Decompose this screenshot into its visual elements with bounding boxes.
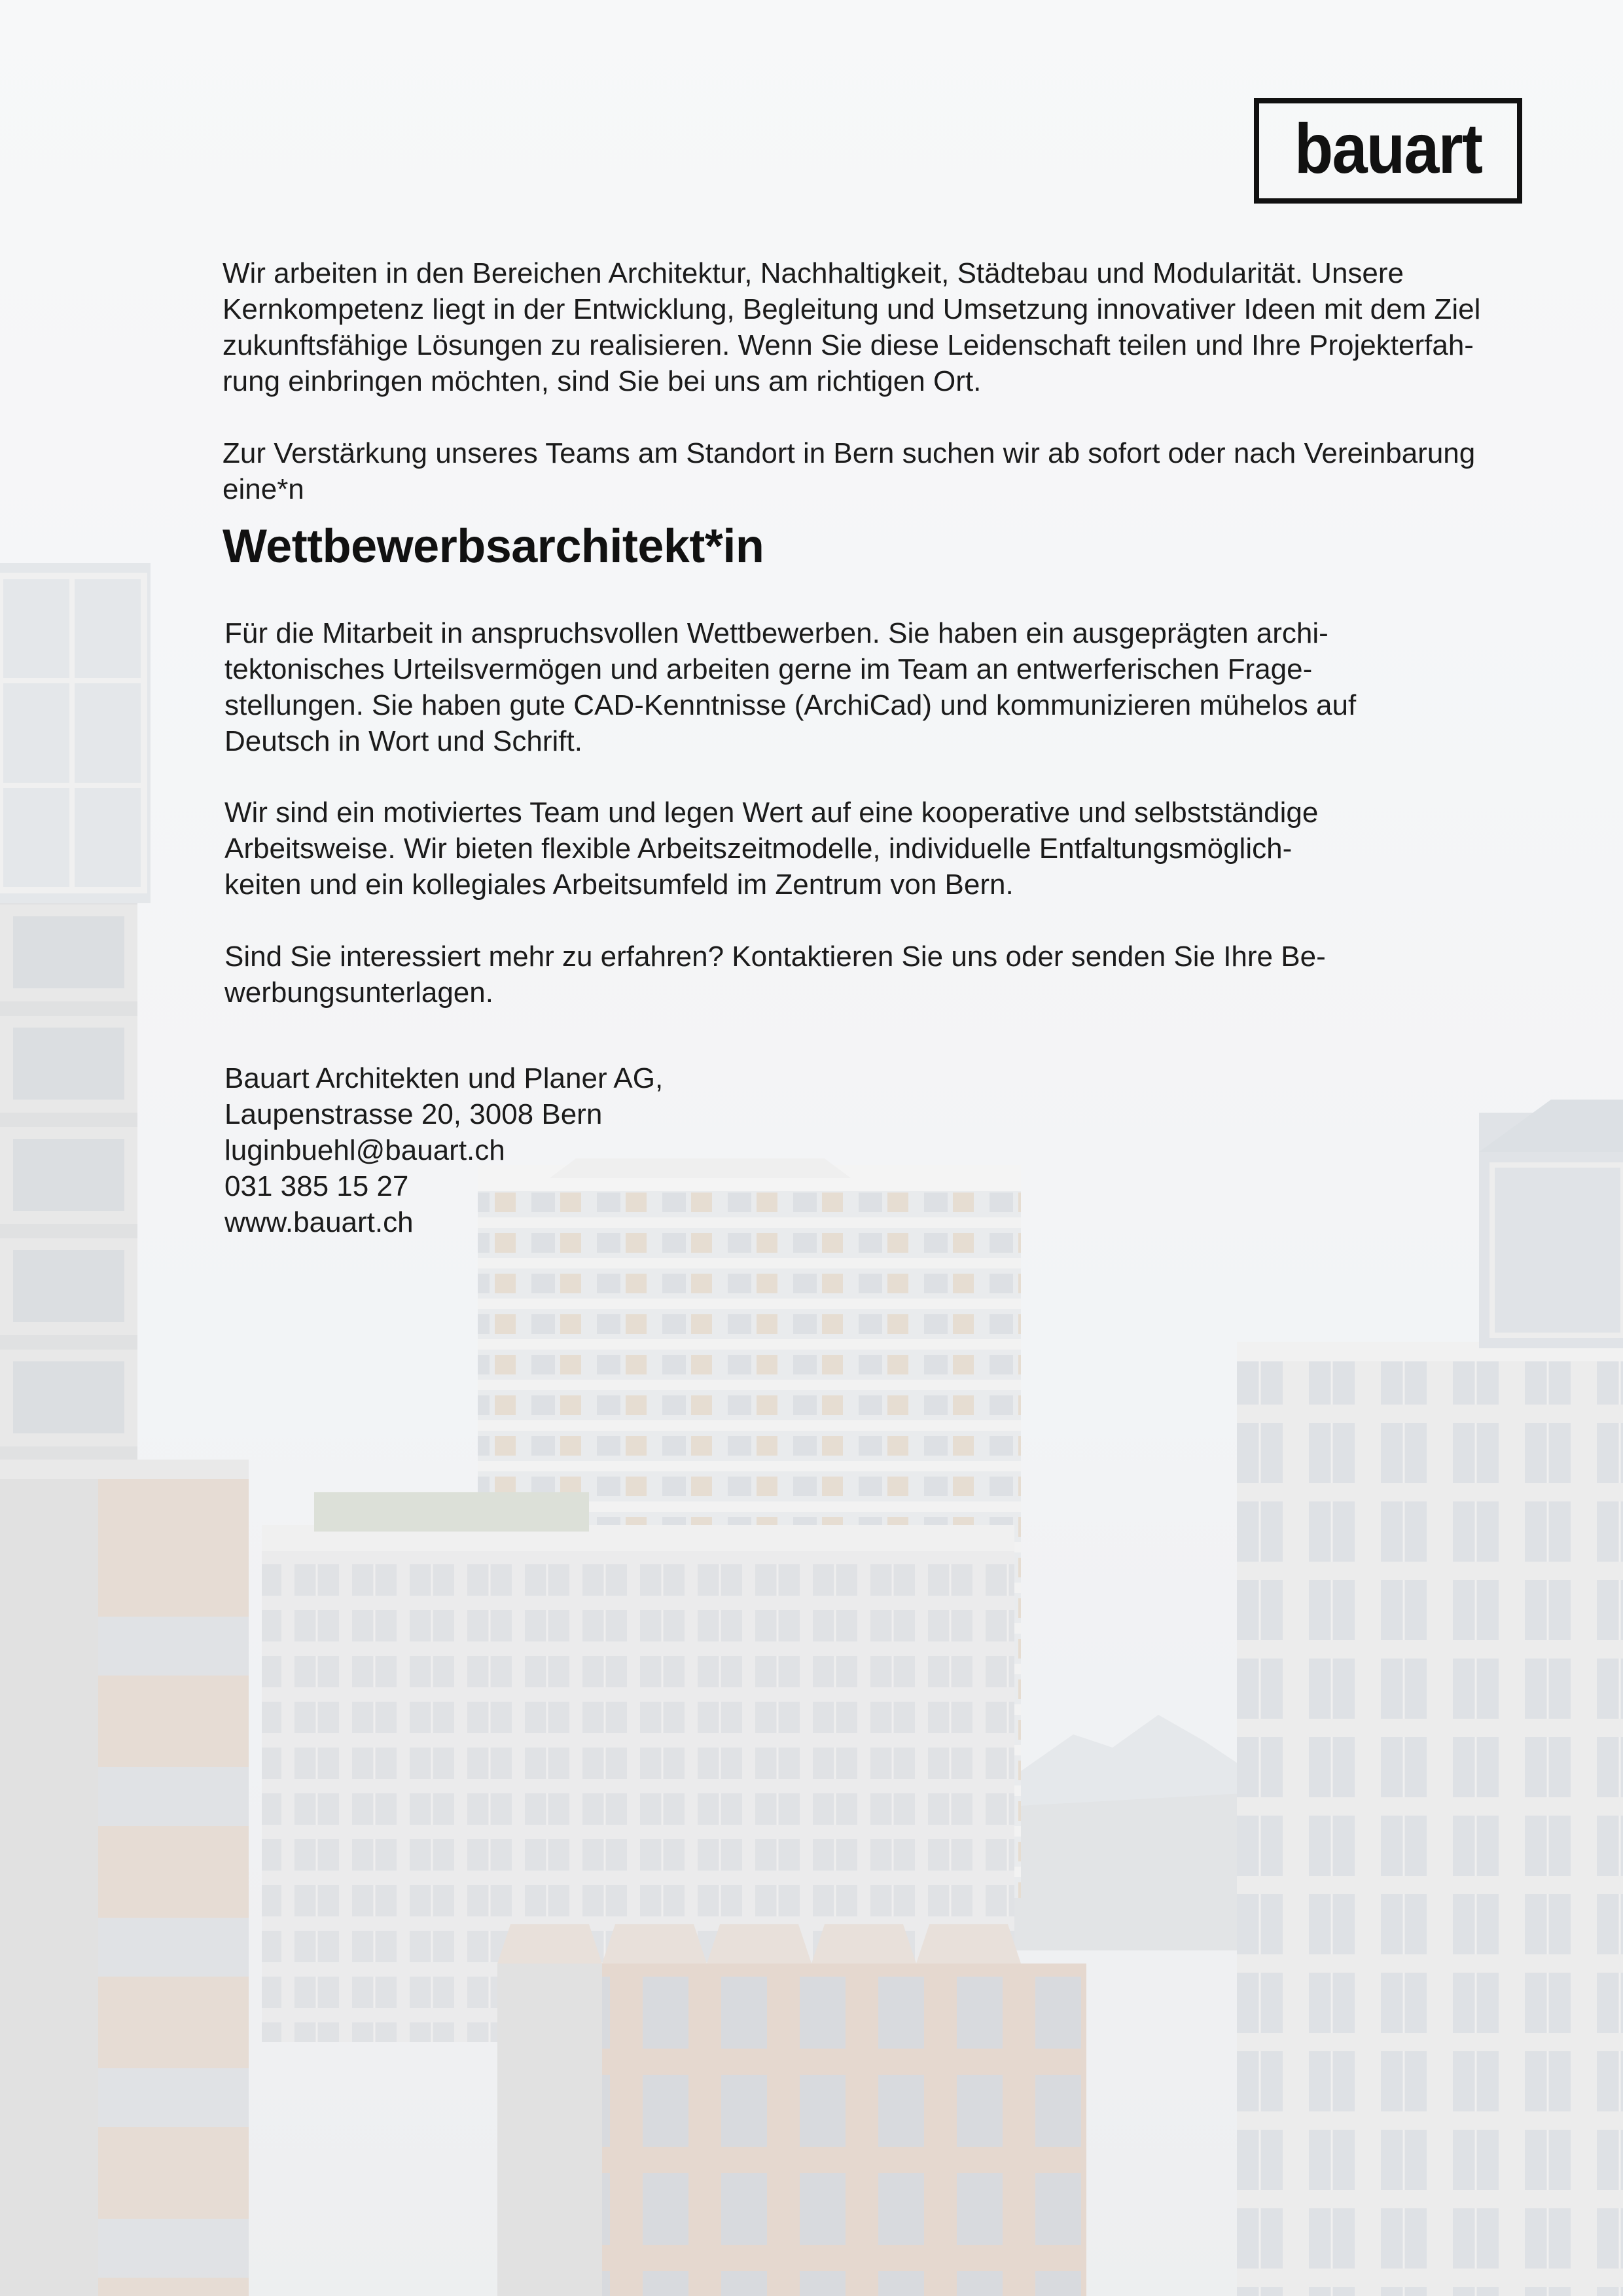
description-line: Deutsch in Wort und Schrift. [224, 725, 582, 757]
contact-company: Bauart Architekten und Planer AG, [224, 1062, 664, 1094]
intro-line: Kernkompetenz liegt in der Entwicklung, Begleitung und Umsetzung innovativer Ideen mit dem Ziel [223, 293, 1481, 325]
intro-paragraph [223, 255, 1480, 399]
cta-line: Sind Sie interessiert mehr zu erfahren? Kontaktieren Sie uns oder senden Sie Ihre Be- [224, 941, 1326, 973]
contact-email-link[interactable]: luginbuehl@bauart.ch [224, 1134, 505, 1166]
contact-website-link[interactable]: www.bauart.ch [224, 1206, 414, 1238]
search-line: eine*n [223, 473, 304, 505]
intro-line: rung einbringen möchten, sind Sie bei uns am richtigen Ort. [223, 365, 982, 397]
contact-address: Laupenstrasse 20, 3008 Bern [224, 1098, 603, 1130]
intro-line: zukunftsfähige Lösungen zu realisieren. Wenn Sie diese Leidenschaft teilen und Ihre Projekterfah- [223, 329, 1474, 361]
offer-line: keiten und ein kollegiales Arbeitsumfeld im Zentrum von Bern. [224, 869, 1014, 901]
bauart-logo [1254, 98, 1522, 204]
description-line: stellungen. Sie haben gute CAD-Kenntnisse (ArchiCad) und kommunizieren mühelos auf [224, 689, 1357, 721]
call-to-action-paragraph [224, 939, 1326, 1011]
logo-text: bauart [1294, 108, 1482, 188]
intro-line: Wir arbeiten in den Bereichen Architektur, Nachhaltigkeit, Städtebau und Modularität. Unsere [223, 257, 1404, 289]
offer-line: Arbeitsweise. Wir bieten flexible Arbeitszeitmodelle, individuelle Entfaltungsmöglich- [224, 833, 1293, 865]
offer-line: Wir sind ein motiviertes Team und legen Wert auf eine kooperative und selbstständige [224, 797, 1319, 829]
search-line: Zur Verstärkung unseres Teams am Standort in Bern suchen wir ab sofort oder nach Vereinbarung [223, 437, 1476, 469]
description-line: tektonisches Urteilsvermögen und arbeiten gerne im Team an entwerferischen Frage- [224, 653, 1313, 685]
cta-line: werbungsunterlagen. [224, 977, 493, 1009]
contact-phone[interactable]: 031 385 15 27 [224, 1170, 409, 1202]
offer-paragraph [224, 795, 1318, 903]
search-paragraph [223, 435, 1475, 507]
description-paragraph [224, 615, 1356, 759]
description-line: Für die Mitarbeit in anspruchsvollen Wettbewerben. Sie haben ein ausgeprägten archi- [224, 617, 1329, 649]
contact-block [224, 1060, 663, 1240]
job-title: Wettbewerbsarchitekt*in [223, 520, 764, 573]
